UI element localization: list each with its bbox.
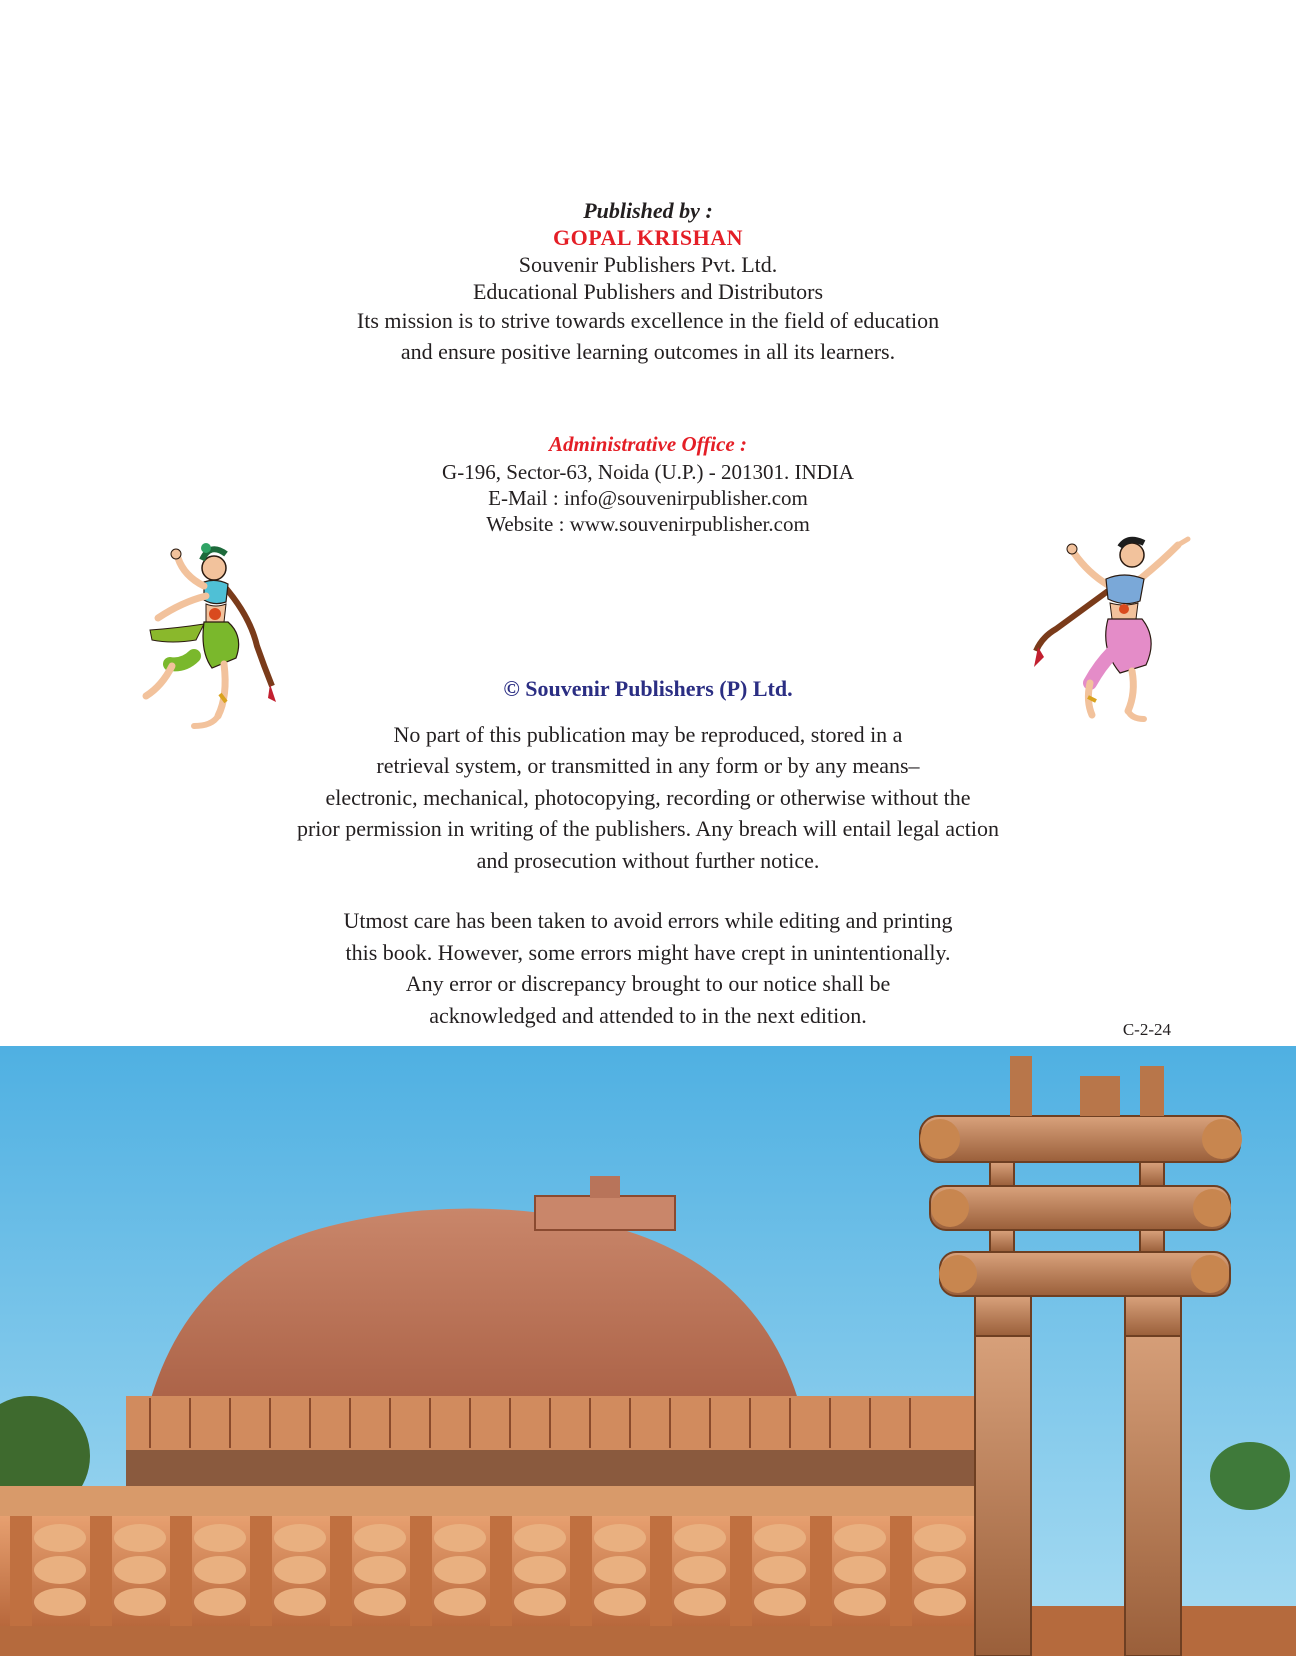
disclaimer-line: Any error or discrepancy brought to our notice shall be (405, 971, 891, 996)
office-email: E-Mail : info@souvenirpublisher.com (488, 486, 808, 510)
office-website: Website : www.souvenirpublisher.com (486, 512, 810, 536)
office-address: G-196, Sector-63, Noida (U.P.) - 201301. INDIA (442, 460, 854, 484)
company-tagline: Educational Publishers and Distributors (472, 279, 824, 304)
disclaimer-line: acknowledged and attended to in the next edition. (429, 1002, 867, 1028)
mission-line: Its mission is to strive towards excellence in the field of education (356, 308, 940, 333)
disclaimer-line: Utmost care has been taken to avoid errors while editing and printing (343, 908, 953, 933)
office-heading: Administrative Office : (549, 432, 747, 456)
copyright-line: electronic, mechanical, photocopying, recording or otherwise without the (325, 784, 971, 810)
disclaimer-line: this book. However, some errors might have crept in unintentionally. (345, 939, 951, 965)
copyright-line: No part of this publication may be reproduced, stored in a (393, 721, 903, 747)
copyright-heading: © Souvenir Publishers (P) Ltd. (503, 676, 793, 701)
disclaimer-block (0, 905, 1296, 1031)
stupa-photo (0, 1046, 1296, 1656)
company-name: Souvenir Publishers Pvt. Ltd. (518, 252, 778, 277)
publisher-block (0, 197, 1296, 367)
dancer-illustration-right (1028, 533, 1200, 758)
published-by-label: Published by : (583, 198, 713, 223)
publisher-name: GOPAL KRISHAN (552, 225, 744, 250)
copyright-line: and prosecution without further notice. (476, 847, 820, 873)
office-block (0, 431, 1296, 537)
mission-line: and ensure positive learning outcomes in all its learners. (400, 339, 896, 364)
copyright-line: prior permission in writing of the publishers. Any breach will entail legal action (296, 816, 999, 841)
dancer-illustration-left (132, 536, 292, 761)
edition-code: C-2-24 (1122, 1020, 1171, 1039)
copyright-line: retrieval system, or transmitted in any form or by any means– (376, 753, 920, 778)
